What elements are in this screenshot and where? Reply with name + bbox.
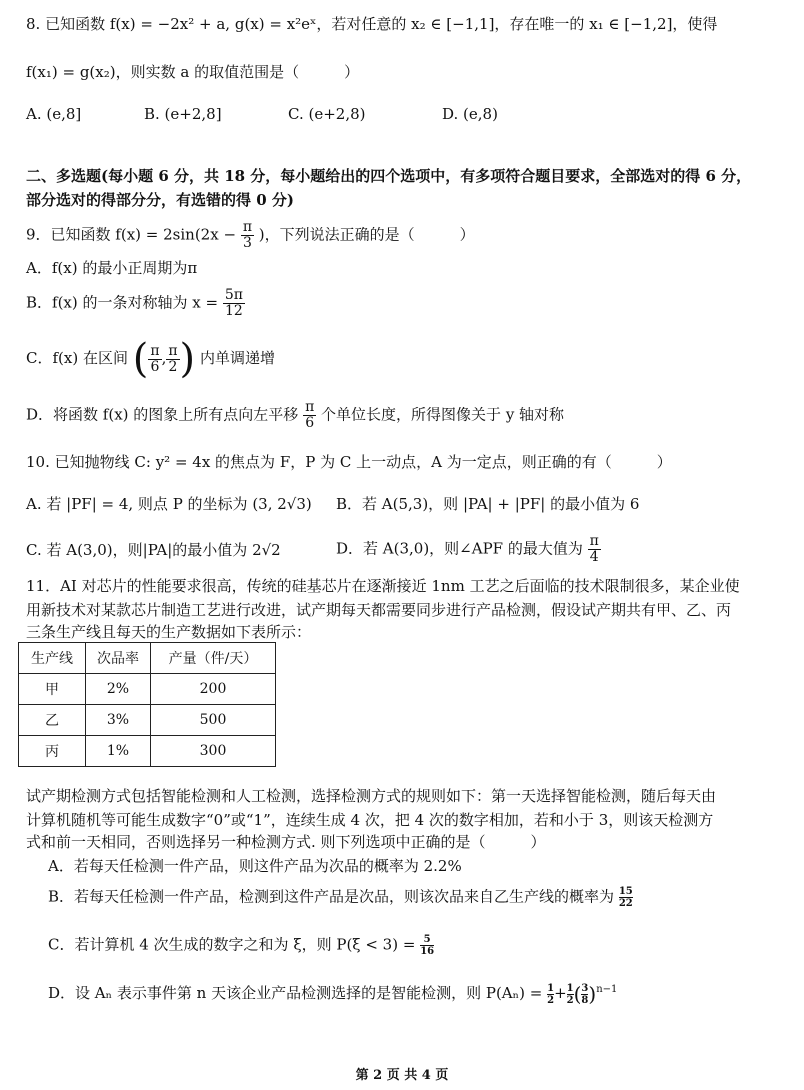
q11-d-c-den: 8 (581, 994, 589, 1006)
table-cell: 3% (86, 705, 151, 736)
left-paren: ( (132, 336, 149, 382)
table-cell: 2% (86, 674, 151, 705)
q11-option-b (48, 886, 633, 909)
q9-option-d-post: 个单位长度，所得图像关于 y 轴对称 (321, 405, 565, 424)
q9-c-num1: π (150, 342, 160, 359)
q8-stem-line2: f(x₁) = g(x₂)，则实数 a 的取值范围是（ ） (26, 63, 360, 81)
table-header-cell: 次品率 (86, 643, 151, 674)
q11-d-plus: + (554, 984, 567, 1002)
q11-b-den: 22 (618, 898, 633, 909)
q9-option-c-pre: C．f(x) 在区间 (26, 349, 128, 367)
q10-d-num: π (589, 533, 599, 549)
q11-d-a-den: 2 (547, 994, 555, 1006)
q11-stem-line3: 三条生产线且每天的生产数据如下表所示： (26, 623, 312, 641)
q11-b-num: 15 (618, 886, 633, 897)
q9-option-a: A．f(x) 的最小正周期为π (26, 259, 198, 277)
q11-d-b-den: 2 (566, 994, 574, 1006)
table-row (19, 705, 276, 736)
q9-c-num2: π (168, 342, 178, 359)
table-cell: 500 (151, 705, 276, 736)
production-table (18, 642, 276, 767)
q11-c-num: 5 (420, 934, 434, 946)
q11-option-d-pre: D．设 Aₙ 表示事件第 n 天该企业产品检测选择的是智能检测，则 P(Aₙ) = (48, 984, 543, 1002)
q10-option-d-pre: D．若 A(3,0)，则∠APF 的最大值为 (336, 539, 583, 558)
q9-frac-den: 3 (242, 235, 252, 251)
q9-option-c-post: 内单调递增 (199, 349, 275, 367)
q10-d-fraction (588, 534, 601, 565)
q9-d-den: 6 (305, 415, 315, 431)
q11-stem-line2: 用新技术对某款芯片制造工艺进行改进，试产期每天都需要同步进行产品检测，假设试产期共有甲、乙、丙 (26, 601, 732, 619)
q9-option-d-pre: D．将函数 f(x) 的图象上所有点向左平移 (26, 405, 299, 424)
q9-option-d (26, 400, 564, 431)
q11-c-fraction (420, 934, 434, 957)
table-row (19, 674, 276, 705)
q8-option-b: B. (e+2,8] (144, 105, 222, 123)
q9-c-frac2 (166, 344, 179, 375)
q11-d-a-num: 1 (547, 982, 555, 994)
table-header-cell: 生产线 (19, 643, 86, 674)
q9-b-den: 12 (225, 303, 243, 319)
q11-d-b-num: 1 (566, 982, 574, 994)
page-footer: 第 2 页 共 4 页 (355, 1068, 449, 1083)
section2-header-line1: 二、多选题(每小题 6 分，共 18 分，每小题给出的四个选项中，有多项符合题目要求，全部选对的得 6 分， (26, 167, 752, 185)
q8-option-a: A. (e,8] (26, 105, 82, 123)
q9-stem-post: )，下列说法正确的是（ ） (258, 225, 475, 244)
q10-option-d (336, 534, 601, 565)
q9-stem-pre: 9．已知函数 f(x) = 2sin(2x − (26, 225, 237, 244)
right-paren: ) (179, 336, 196, 382)
q8-stem-line1: 8. 已知函数 f(x) = −2x² + a, g(x) = x²eˣ，若对任意的 x₂ ∈ [−1,1]，存在唯一的 x₁ ∈ [−1,2]，使得 (26, 15, 718, 33)
q11-stem-line6: 式和前一天相同，否则选择另一种检测方式. 则下列选项中正确的是（ ） (26, 833, 546, 851)
section2-header-line2: 部分选对的得部分分，有选错的得 0 分) (26, 191, 294, 209)
q10-d-den: 4 (589, 549, 599, 565)
q8-option-c: C. (e+2,8) (288, 105, 366, 123)
q11-d-exponent: n−1 (596, 984, 618, 995)
q11-stem-line5: 计算机随机等可能生成数字“0”或“1”，连续生成 4 次，把 4 次的数字相加，若和小于 3，则该天检测方 (26, 811, 714, 829)
q11-d-c-num: 3 (581, 982, 589, 994)
q9-stem-fraction (241, 220, 254, 251)
table-cell: 乙 (19, 705, 86, 736)
q9-option-b-pre: B．f(x) 的一条对称轴为 x = (26, 293, 219, 312)
q11-option-c (48, 934, 434, 957)
table-cell: 丙 (19, 736, 86, 767)
q11-option-a: A．若每天任检测一件产品，则这件产品为次品的概率为 2.2% (48, 857, 462, 875)
q11-c-den: 16 (420, 946, 435, 957)
q11-option-b-pre: B．若每天任检测一件产品，检测到这件产品是次品，则该次品来自乙生产线的概率为 (48, 887, 615, 906)
q11-stem-line1: 11．AI 对芯片的性能要求很高，传统的硅基芯片在逐渐接近 1nm 工艺之后面临的技术限制很多，某企业使 (26, 577, 740, 595)
q9-c-den1: 6 (150, 358, 160, 375)
q9-option-c: C．f(x) 在区间 ( $\frac{\pi}{6}$ , $\frac{\pi}{2}$ ) 内单调递增 (26, 336, 275, 382)
q11-d-frac-b (567, 983, 574, 1006)
q10-option-a: A. 若 |PF| = 4, 则点 P 的坐标为 (3, 2√3) (26, 495, 312, 513)
q11-b-fraction (619, 886, 633, 909)
table-cell: 200 (151, 674, 276, 705)
q10-option-c: C. 若 A(3,0)，则|PA|的最小值为 2√2 (26, 541, 281, 559)
q11-option-d: D．设 Aₙ 表示事件第 n 天该企业产品检测选择的是智能检测，则 P(Aₙ) = $\frac{1}{2}+$ $\frac{1}{2}$( $\frac{3}{8})^{n-1}$ (48, 982, 618, 1006)
q9-frac-num: π (242, 219, 253, 235)
table-row (19, 736, 276, 767)
q10-stem: 10. 已知抛物线 C: y² = 4x 的焦点为 F，P 为 C 上一动点，A 为一定点，则正确的有（ ） (26, 453, 672, 471)
q9-d-fraction (303, 400, 316, 431)
q9-stem (26, 220, 475, 251)
q9-c-den2: 2 (168, 358, 178, 375)
q9-b-num: 5π (224, 287, 243, 303)
q9-d-num: π (305, 399, 315, 415)
table-cell: 300 (151, 736, 276, 767)
table-cell: 甲 (19, 674, 86, 705)
q8-option-d: D. (e,8) (442, 105, 498, 123)
table-header-row (19, 643, 276, 674)
table-cell: 1% (86, 736, 151, 767)
q9-option-b-fraction (223, 288, 245, 319)
q9-c-frac1 (148, 344, 161, 375)
q9-option-b (26, 288, 245, 319)
q10-option-b: B．若 A(5,3)，则 |PA| + |PF| 的最小值为 6 (336, 495, 640, 513)
q11-option-c-pre: C．若计算机 4 次生成的数字之和为 ξ，则 P(ξ < 3) = (48, 935, 416, 954)
q11-stem-line4: 试产期检测方式包括智能检测和人工检测，选择检测方式的规则如下：第一天选择智能检测，随后每天由 (26, 787, 717, 805)
table-header-cell: 产量（件/天） (151, 643, 276, 674)
